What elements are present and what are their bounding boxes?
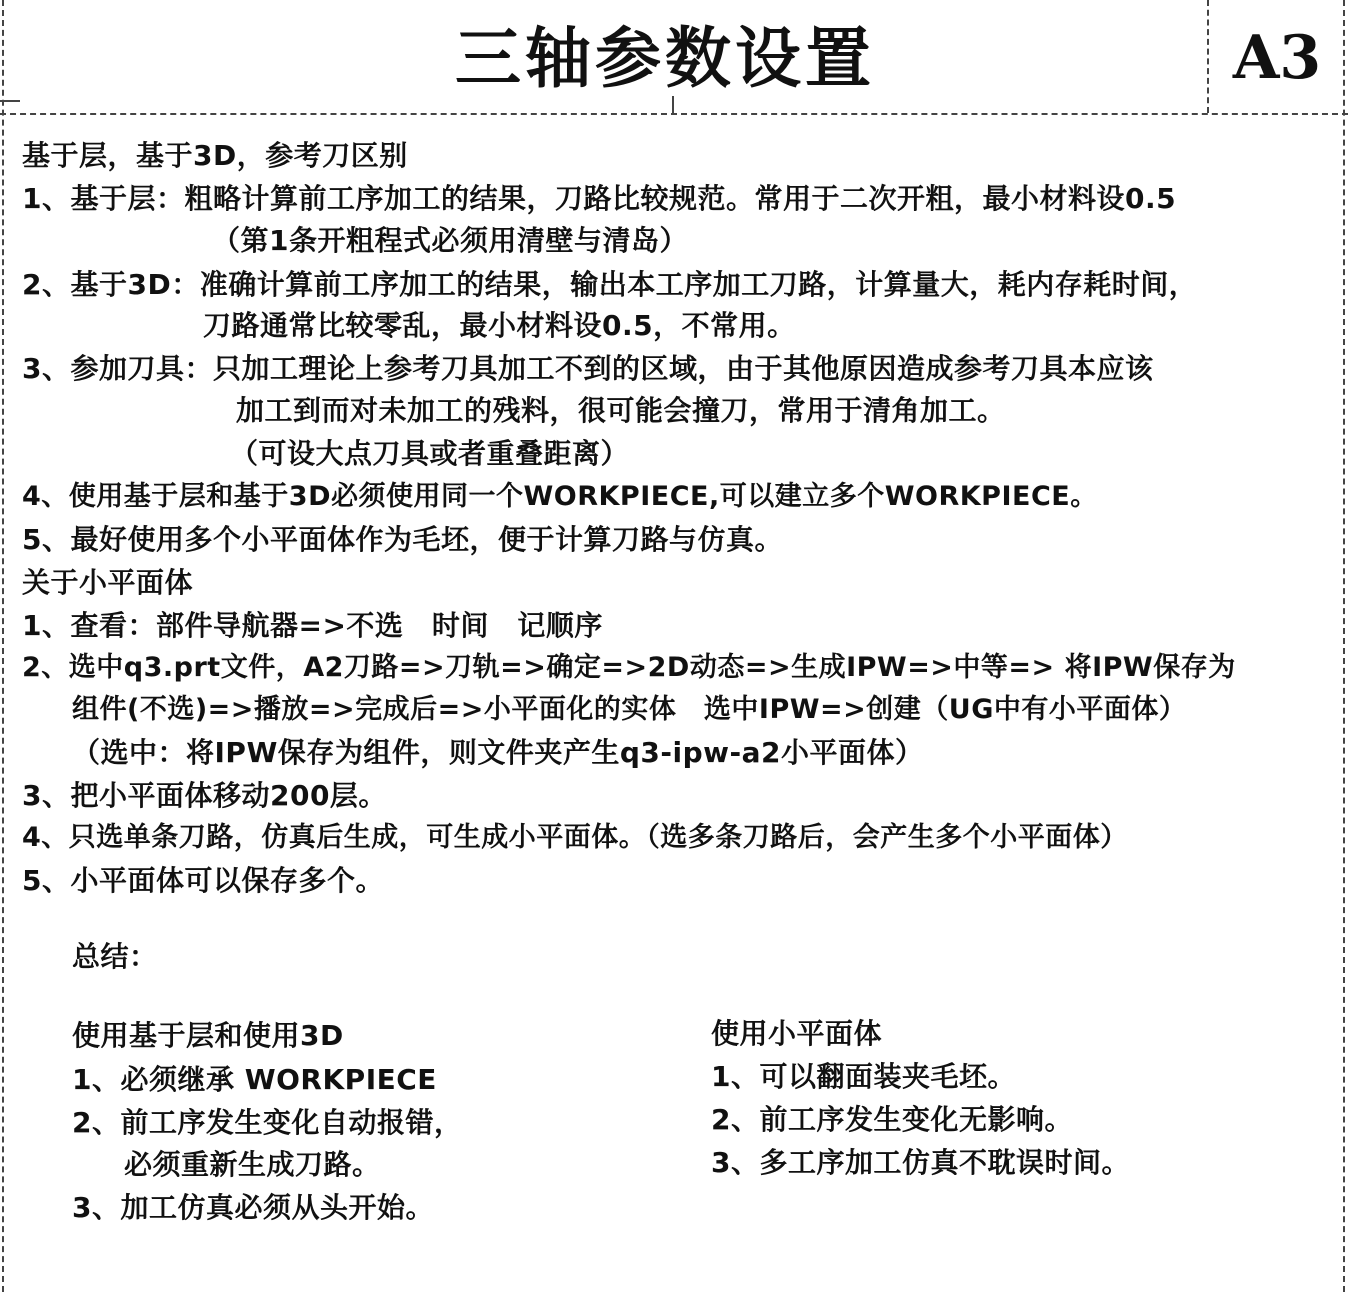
summary-left-heading: 使用基于层和使用3D <box>72 1019 344 1052</box>
text-line: 1、基于层：粗略计算前工序加工的结果，刀路比较规范。常用于二次开粗，最小材料设0.5 <box>22 182 1177 215</box>
text-line: （第1条开粗程式必须用清壁与清岛） <box>212 224 688 257</box>
text-line: 组件(不选)=>播放=>完成后=>小平面化的实体 选中IPW=>创建（UG中有小平面体） <box>72 694 1187 725</box>
summary-right-heading: 使用小平面体 <box>711 1017 883 1050</box>
summary-right-line: 2、前工序发生变化无影响。 <box>711 1103 1073 1136</box>
text-line: 1、查看：部件导航器=>不选 时间 记顺序 <box>22 609 603 642</box>
text-line: 加工到而对未加工的残料，很可能会撞刀，常用于清角加工。 <box>236 394 1006 427</box>
sheet-code: A3 <box>1232 23 1322 93</box>
text-line: 5、小平面体可以保存多个。 <box>22 864 384 897</box>
summary-left-line: 必须重新生成刀路。 <box>124 1148 381 1181</box>
text-line: （选中：将IPW保存为组件，则文件夹产生q3-ipw-a2小平面体） <box>72 736 924 769</box>
text-line: （可设大点刀具或者重叠距离） <box>230 437 630 470</box>
header-divider <box>0 113 1348 115</box>
summary-heading: 总结： <box>72 940 158 973</box>
text-line: 3、参加刀具：只加工理论上参考刀具加工不到的区域，由于其他原因造成参考刀具本应该 <box>22 352 1154 385</box>
text-line: 4、只选单条刀路，仿真后生成，可生成小平面体。（选多条刀路后，会产生多个小平面体） <box>22 822 1128 853</box>
header-column-divider <box>1207 0 1209 113</box>
text-line: 2、选中q3.prt文件，A2刀路=>刀轨=>确定=>2D动态=>生成IPW=>中等=> 将IPW保存为 <box>22 652 1236 683</box>
summary-right-line: 3、多工序加工仿真不耽误时间。 <box>711 1146 1130 1179</box>
text-line: 2、基于3D：准确计算前工序加工的结果，输出本工序加工刀路，计算量大，耗内存耗时间， <box>22 268 1198 301</box>
corner-tick <box>0 100 20 102</box>
text-line: 4、使用基于层和基于3D必须使用同一个WORKPIECE,可以建立多个WORKPIECE。 <box>22 481 1098 512</box>
section-heading: 基于层，基于3D，参考刀区别 <box>22 139 408 172</box>
summary-left-line: 3、加工仿真必须从头开始。 <box>72 1191 434 1224</box>
right-border <box>1343 0 1345 1292</box>
text-line: 3、把小平面体移动200层。 <box>22 779 387 812</box>
section-heading: 关于小平面体 <box>22 566 194 599</box>
page-title: 三轴参数设置 <box>455 20 875 97</box>
text-line: 刀路通常比较零乱，最小材料设0.5，不常用。 <box>203 309 796 342</box>
text-line: 5、最好使用多个小平面体作为毛坯，便于计算刀路与仿真。 <box>22 523 783 556</box>
left-border <box>2 0 4 1292</box>
summary-left-line: 1、必须继承 WORKPIECE <box>72 1063 437 1096</box>
summary-right-line: 1、可以翻面装夹毛坯。 <box>711 1060 1016 1093</box>
summary-left-line: 2、前工序发生变化自动报错， <box>72 1106 463 1139</box>
